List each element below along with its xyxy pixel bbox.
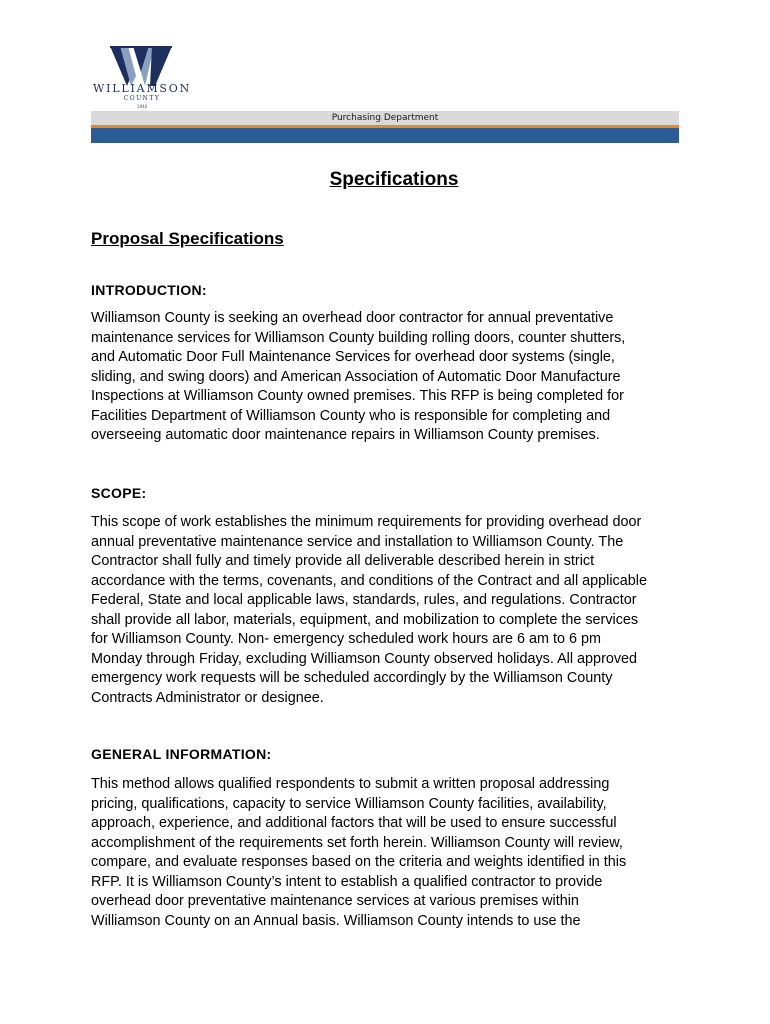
paragraph-line: maintenance services for Williamson County building rolling doors, counter shutters,: [91, 329, 626, 346]
logo-county: COUNTY: [123, 95, 161, 102]
section-heading-introduction: INTRODUCTION:: [91, 282, 207, 298]
department-label: Purchasing Department: [91, 111, 679, 125]
paragraph-line: RFP. It is Williamson County’s intent to establish a qualified contractor to provide: [91, 873, 603, 890]
paragraph-line: accomplishment of the requirements set forth herein. Williamson County will review,: [91, 834, 623, 851]
paragraph-line: Federal, State and local applicable laws, standards, rules, and regulations. Contractor: [91, 592, 637, 608]
paragraph-line: This scope of work establishes the minimum requirements for providing overhead door: [91, 514, 642, 530]
paragraph-line: This method allows qualified respondents to submit a written proposal addressing: [91, 776, 610, 792]
section-heading-general-information: GENERAL INFORMATION:: [91, 746, 272, 762]
section-paragraph-introduction: [91, 309, 691, 446]
county-logo: [92, 46, 192, 112]
county-w-emblem-icon: [110, 46, 172, 86]
paragraph-line: approach, experience, and additional factors that will be used to ensure successful: [91, 815, 617, 831]
paragraph-line: Williamson County is seeking an overhead door contractor for annual preventative: [91, 310, 614, 326]
paragraph-line: shall provide all labor, materials, equipment, and mobilization to complete the services: [91, 611, 639, 628]
paragraph-line: Inspections at Williamson County owned premises. This RFP is being completed for: [91, 388, 624, 404]
document-subtitle: Proposal Specifications: [91, 229, 284, 248]
paragraph-line: Williamson County on an Annual basis. Williamson County intends to use the: [91, 912, 581, 929]
section-heading-scope: SCOPE:: [91, 485, 147, 501]
paragraph-line: annual preventative maintenance service and installation to Williamson County. The: [91, 533, 624, 550]
paragraph-line: overseeing automatic door maintenance repairs in Williamson County premises.: [91, 427, 600, 443]
paragraph-line: and Automatic Door Full Maintenance Services for overhead door systems (single,: [91, 349, 615, 365]
department-banner: [91, 111, 679, 143]
paragraph-line: for Williamson County. Non- emergency scheduled work hours are 6 am to 6 pm: [91, 631, 602, 647]
paragraph-line: compare, and evaluate responses based on the criteria and weights identified in this: [91, 854, 627, 870]
paragraph-line: accordance with the terms, covenants, and conditions of the Contract and all applicable: [91, 572, 647, 589]
paragraph-line: overhead door preventative maintenance services at various premises within: [91, 893, 579, 909]
paragraph-line: Monday through Friday, excluding Williamson County observed holidays. All approved: [91, 650, 638, 667]
paragraph-line: Contractor shall fully and timely provide all deliverable described herein in strict: [91, 553, 595, 569]
section-paragraph-scope: [91, 513, 691, 708]
paragraph-line: pricing, qualifications, capacity to service Williamson County facilities, availability,: [91, 795, 607, 812]
paragraph-line: emergency work requests will be scheduled accordingly by the Williamson County: [91, 670, 613, 686]
logo-year: 1848: [136, 104, 148, 109]
banner-blue-stripe: [91, 128, 679, 143]
document-title: Specifications: [329, 169, 459, 190]
paragraph-line: sliding, and swing doors) and American Association of Automatic Door Manufacture: [91, 368, 621, 385]
paragraph-line: Facilities Department of Williamson County who is responsible for completing and: [91, 407, 611, 424]
section-paragraph-general-information: [91, 775, 691, 931]
logo-name: WILLIAMSON: [93, 82, 191, 95]
paragraph-line: Contracts Administrator or designee.: [91, 689, 324, 706]
